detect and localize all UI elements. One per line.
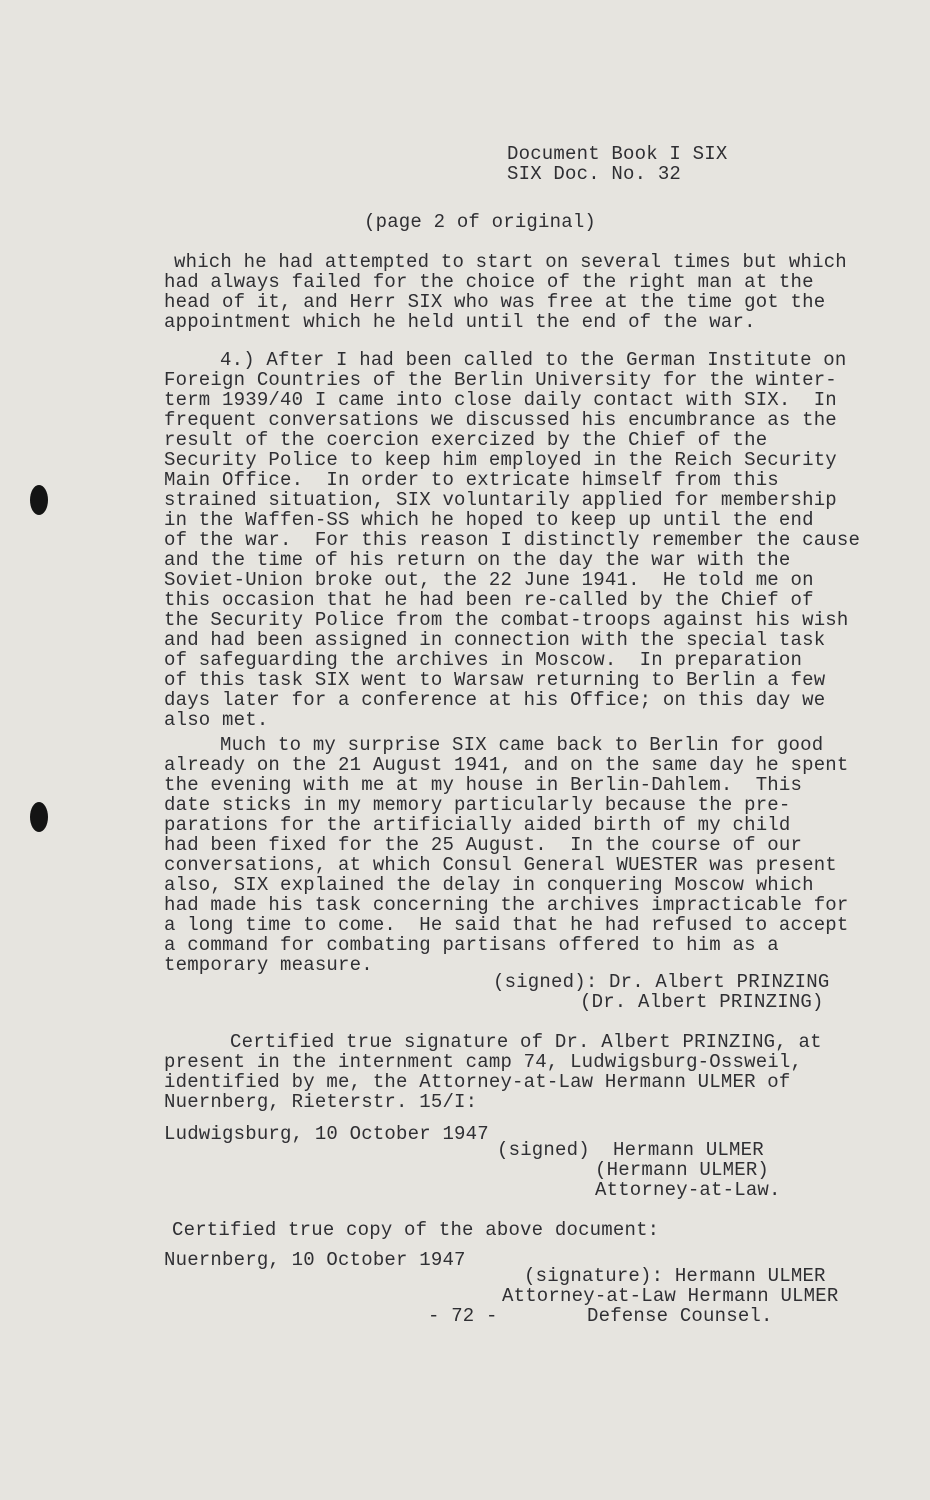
para3-line: date sticks in my memory particularly because the pre-: [164, 794, 791, 816]
para3-line: had made his task concerning the archives impracticable for: [164, 894, 849, 916]
copy-certification: Certified true copy of the above document:: [172, 1219, 660, 1241]
para2-line: this occasion that he had been re-called by the Chief of: [164, 589, 814, 611]
para3-line: the evening with me at my house in Berlin-Dahlem. This: [164, 774, 803, 796]
para2-line: of the war. For this reason I distinctly remember the cause: [164, 529, 861, 551]
para2-line: 4.) After I had been called to the German Institute on: [220, 349, 847, 371]
para3-line: Much to my surprise SIX came back to Berlin for good: [220, 734, 824, 756]
punch-hole-lower: [30, 802, 48, 832]
header-book: Document Book I SIX: [507, 143, 728, 165]
certification-line: Certified true signature of Dr. Albert PRINZING, at: [230, 1031, 822, 1053]
header-doc-number: SIX Doc. No. 32: [507, 163, 682, 185]
para3-line: a command for combating partisans offered to him as a: [164, 934, 779, 956]
certification-line: present in the internment camp 74, Ludwigsburg-Ossweil,: [164, 1051, 803, 1073]
signature3-attorney: Attorney-at-Law Hermann ULMER: [502, 1285, 839, 1307]
para2-line: and the time of his return on the day the war with the: [164, 549, 791, 571]
para2-line: Security Police to keep him employed in the Reich Security: [164, 449, 837, 471]
para1-line: which he had attempted to start on several times but which: [174, 251, 847, 273]
certification-line: Nuernberg, Rieterstr. 15/I:: [164, 1091, 478, 1113]
para1-line: had always failed for the choice of the right man at the: [164, 271, 814, 293]
para2-line: result of the coercion exercized by the Chief of the: [164, 429, 768, 451]
para1-line: appointment which he held until the end of the war.: [164, 311, 756, 333]
para2-line: in the Waffen-SS which he hoped to keep up until the end: [164, 509, 814, 531]
para2-line: strained situation, SIX voluntarily applied for membership: [164, 489, 837, 511]
para3-line: parations for the artificially aided birth of my child: [164, 814, 791, 836]
certification-line: identified by me, the Attorney-at-Law Hermann ULMER of: [164, 1071, 791, 1093]
para2-line: and had been assigned in connection with the special task: [164, 629, 826, 651]
para2-line: also met.: [164, 709, 269, 731]
para3-line: had been fixed for the 25 August. In the course of our: [164, 834, 803, 856]
page-note: (page 2 of original): [364, 211, 597, 233]
para2-line: frequent conversations we discussed his encumbrance as the: [164, 409, 837, 431]
para2-line: Soviet-Union broke out, the 22 June 1941. He told me on: [164, 569, 814, 591]
signature2-signed: (signed) Hermann ULMER: [497, 1139, 764, 1161]
para2-line: of this task SIX went to Warsaw returning to Berlin a few: [164, 669, 826, 691]
para3-line: conversations, at which Consul General WUESTER was present: [164, 854, 837, 876]
para2-line: the Security Police from the combat-troops against his wish: [164, 609, 849, 631]
signature1-signed: (signed): Dr. Albert PRINZING: [493, 971, 830, 993]
para2-line: Main Office. In order to extricate himself from this: [164, 469, 779, 491]
para3-line: a long time to come. He said that he had refused to accept: [164, 914, 849, 936]
signature3-title: Defense Counsel.: [587, 1305, 773, 1327]
para1-line: head of it, and Herr SIX who was free at the time got the: [164, 291, 826, 313]
punch-hole-upper: [30, 485, 48, 515]
para2-line: term 1939/40 I came into close daily contact with SIX. In: [164, 389, 837, 411]
para3-line: also, SIX explained the delay in conquering Moscow which: [164, 874, 814, 896]
para3-line: temporary measure.: [164, 954, 373, 976]
page-number: - 72 -: [428, 1305, 498, 1327]
para2-line: of safeguarding the archives in Moscow. In preparation: [164, 649, 803, 671]
para3-line: already on the 21 August 1941, and on the same day he spent: [164, 754, 849, 776]
place-date-nuernberg: Nuernberg, 10 October 1947: [164, 1249, 466, 1271]
place-date-ludwigsburg: Ludwigsburg, 10 October 1947: [164, 1123, 489, 1145]
signature2-name: (Hermann ULMER): [595, 1159, 770, 1181]
signature3-signature: (signature): Hermann ULMER: [524, 1265, 826, 1287]
signature2-title: Attorney-at-Law.: [595, 1179, 781, 1201]
para2-line: Foreign Countries of the Berlin University for the winter-: [164, 369, 837, 391]
signature1-name: (Dr. Albert PRINZING): [580, 991, 824, 1013]
para2-line: days later for a conference at his Office; on this day we: [164, 689, 826, 711]
